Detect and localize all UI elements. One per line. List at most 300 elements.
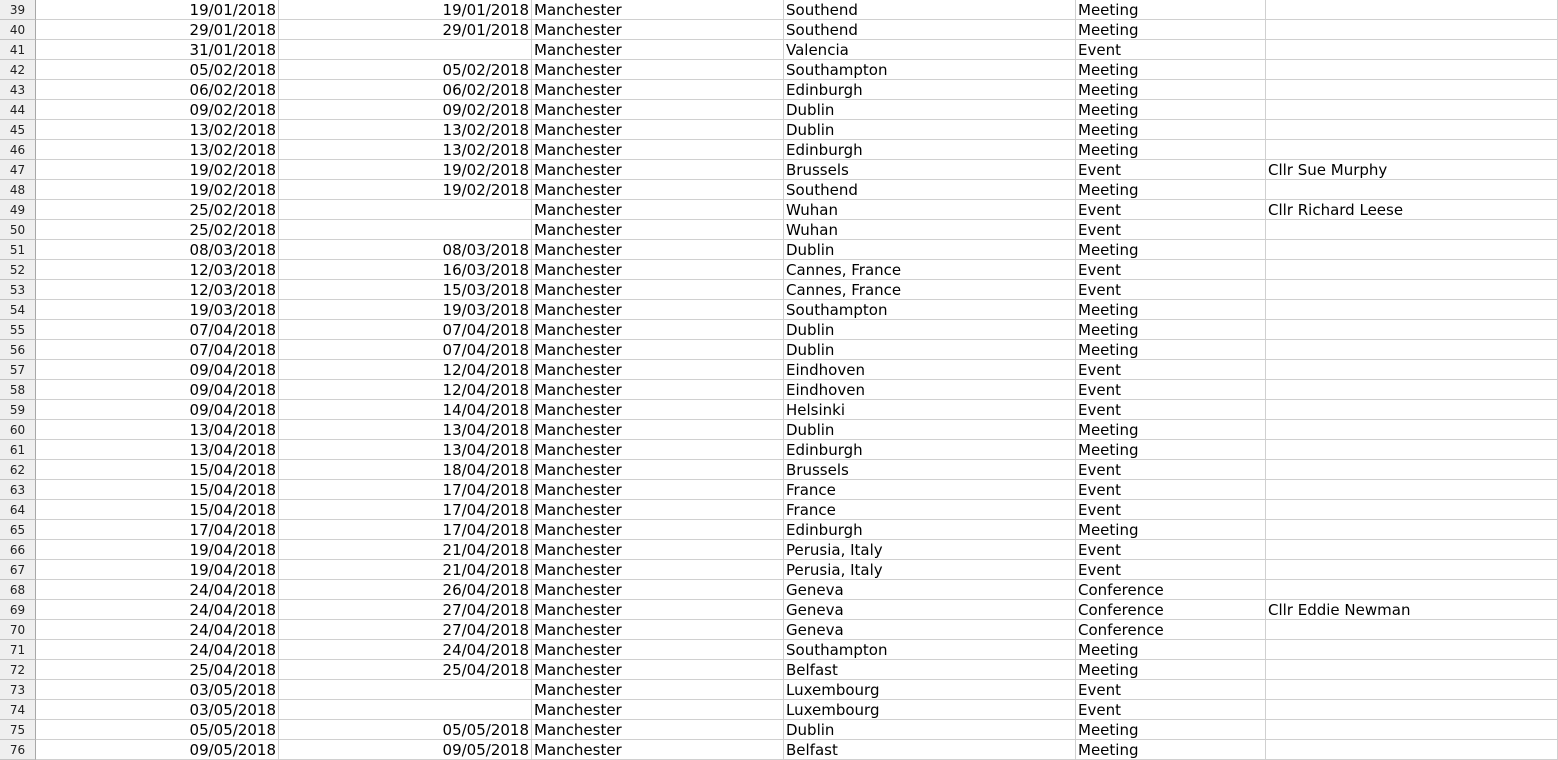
cell-origin[interactable]: Manchester bbox=[532, 20, 784, 40]
cell-origin[interactable]: Manchester bbox=[532, 200, 784, 220]
cell-end-date[interactable]: 15/03/2018 bbox=[279, 280, 532, 300]
cell-start-date[interactable]: 03/05/2018 bbox=[36, 700, 279, 720]
cell-start-date[interactable]: 08/03/2018 bbox=[36, 240, 279, 260]
cell-destination[interactable]: Cannes, France bbox=[784, 260, 1076, 280]
cell-end-date[interactable]: 21/04/2018 bbox=[279, 540, 532, 560]
cell-attendee[interactable] bbox=[1266, 620, 1558, 640]
row-header[interactable]: 46 bbox=[0, 140, 36, 160]
cell-destination[interactable]: Luxembourg bbox=[784, 700, 1076, 720]
cell-destination[interactable]: Valencia bbox=[784, 40, 1076, 60]
cell-type[interactable]: Event bbox=[1076, 260, 1266, 280]
cell-origin[interactable]: Manchester bbox=[532, 600, 784, 620]
cell-end-date[interactable]: 29/01/2018 bbox=[279, 20, 532, 40]
row-header[interactable]: 71 bbox=[0, 640, 36, 660]
cell-attendee[interactable] bbox=[1266, 660, 1558, 680]
cell-start-date[interactable]: 25/04/2018 bbox=[36, 660, 279, 680]
row-header[interactable]: 45 bbox=[0, 120, 36, 140]
cell-end-date[interactable]: 07/04/2018 bbox=[279, 320, 532, 340]
row-header[interactable]: 75 bbox=[0, 720, 36, 740]
cell-end-date[interactable]: 24/04/2018 bbox=[279, 640, 532, 660]
cell-attendee[interactable] bbox=[1266, 100, 1558, 120]
row-header[interactable]: 47 bbox=[0, 160, 36, 180]
cell-destination[interactable]: Belfast bbox=[784, 740, 1076, 760]
cell-origin[interactable]: Manchester bbox=[532, 480, 784, 500]
cell-start-date[interactable]: 05/02/2018 bbox=[36, 60, 279, 80]
cell-origin[interactable]: Manchester bbox=[532, 660, 784, 680]
row-header[interactable]: 60 bbox=[0, 420, 36, 440]
table-row[interactable] bbox=[0, 100, 1558, 120]
cell-end-date[interactable]: 13/02/2018 bbox=[279, 140, 532, 160]
cell-origin[interactable]: Manchester bbox=[532, 40, 784, 60]
cell-attendee[interactable] bbox=[1266, 420, 1558, 440]
cell-origin[interactable]: Manchester bbox=[532, 580, 784, 600]
cell-end-date[interactable] bbox=[279, 680, 532, 700]
cell-destination[interactable]: Belfast bbox=[784, 660, 1076, 680]
table-row[interactable] bbox=[0, 220, 1558, 240]
cell-start-date[interactable]: 03/05/2018 bbox=[36, 680, 279, 700]
cell-end-date[interactable]: 19/01/2018 bbox=[279, 0, 532, 20]
cell-start-date[interactable]: 19/02/2018 bbox=[36, 160, 279, 180]
table-row[interactable] bbox=[0, 500, 1558, 520]
cell-destination[interactable]: Helsinki bbox=[784, 400, 1076, 420]
cell-type[interactable]: Event bbox=[1076, 220, 1266, 240]
cell-origin[interactable]: Manchester bbox=[532, 300, 784, 320]
cell-destination[interactable]: Dublin bbox=[784, 420, 1076, 440]
cell-attendee[interactable] bbox=[1266, 680, 1558, 700]
cell-origin[interactable]: Manchester bbox=[532, 740, 784, 760]
cell-start-date[interactable]: 24/04/2018 bbox=[36, 640, 279, 660]
cell-attendee[interactable] bbox=[1266, 0, 1558, 20]
cell-origin[interactable]: Manchester bbox=[532, 240, 784, 260]
cell-start-date[interactable]: 24/04/2018 bbox=[36, 620, 279, 640]
row-header[interactable]: 61 bbox=[0, 440, 36, 460]
cell-start-date[interactable]: 13/02/2018 bbox=[36, 140, 279, 160]
cell-origin[interactable]: Manchester bbox=[532, 500, 784, 520]
cell-origin[interactable]: Manchester bbox=[532, 280, 784, 300]
cell-end-date[interactable]: 09/02/2018 bbox=[279, 100, 532, 120]
cell-origin[interactable]: Manchester bbox=[532, 100, 784, 120]
cell-type[interactable]: Meeting bbox=[1076, 180, 1266, 200]
cell-end-date[interactable] bbox=[279, 700, 532, 720]
cell-origin[interactable]: Manchester bbox=[532, 0, 784, 20]
cell-start-date[interactable]: 19/03/2018 bbox=[36, 300, 279, 320]
cell-origin[interactable]: Manchester bbox=[532, 120, 784, 140]
cell-type[interactable]: Event bbox=[1076, 40, 1266, 60]
cell-end-date[interactable]: 12/04/2018 bbox=[279, 360, 532, 380]
cell-attendee[interactable]: Cllr Sue Murphy bbox=[1266, 160, 1558, 180]
cell-destination[interactable]: Southampton bbox=[784, 640, 1076, 660]
cell-type[interactable]: Meeting bbox=[1076, 660, 1266, 680]
cell-type[interactable]: Event bbox=[1076, 480, 1266, 500]
table-row[interactable] bbox=[0, 140, 1558, 160]
cell-type[interactable]: Meeting bbox=[1076, 640, 1266, 660]
cell-attendee[interactable] bbox=[1266, 580, 1558, 600]
cell-destination[interactable]: Perusia, Italy bbox=[784, 540, 1076, 560]
table-row[interactable] bbox=[0, 400, 1558, 420]
table-row[interactable] bbox=[0, 660, 1558, 680]
cell-type[interactable]: Event bbox=[1076, 700, 1266, 720]
row-header[interactable]: 66 bbox=[0, 540, 36, 560]
table-row[interactable] bbox=[0, 240, 1558, 260]
row-header[interactable]: 42 bbox=[0, 60, 36, 80]
cell-attendee[interactable]: Cllr Richard Leese bbox=[1266, 200, 1558, 220]
cell-type[interactable]: Event bbox=[1076, 380, 1266, 400]
cell-type[interactable]: Event bbox=[1076, 460, 1266, 480]
cell-type[interactable]: Meeting bbox=[1076, 300, 1266, 320]
cell-origin[interactable]: Manchester bbox=[532, 320, 784, 340]
row-header[interactable]: 73 bbox=[0, 680, 36, 700]
cell-destination[interactable]: Perusia, Italy bbox=[784, 560, 1076, 580]
cell-origin[interactable]: Manchester bbox=[532, 380, 784, 400]
cell-start-date[interactable]: 05/05/2018 bbox=[36, 720, 279, 740]
cell-end-date[interactable]: 08/03/2018 bbox=[279, 240, 532, 260]
table-row[interactable] bbox=[0, 460, 1558, 480]
cell-start-date[interactable]: 13/02/2018 bbox=[36, 120, 279, 140]
cell-type[interactable]: Meeting bbox=[1076, 340, 1266, 360]
cell-end-date[interactable]: 27/04/2018 bbox=[279, 600, 532, 620]
cell-destination[interactable]: Luxembourg bbox=[784, 680, 1076, 700]
row-header[interactable]: 48 bbox=[0, 180, 36, 200]
cell-destination[interactable]: Wuhan bbox=[784, 220, 1076, 240]
cell-attendee[interactable] bbox=[1266, 480, 1558, 500]
cell-end-date[interactable]: 14/04/2018 bbox=[279, 400, 532, 420]
row-header[interactable]: 43 bbox=[0, 80, 36, 100]
table-row[interactable] bbox=[0, 20, 1558, 40]
table-row[interactable] bbox=[0, 740, 1558, 760]
cell-origin[interactable]: Manchester bbox=[532, 80, 784, 100]
table-row[interactable] bbox=[0, 580, 1558, 600]
table-row[interactable] bbox=[0, 360, 1558, 380]
cell-origin[interactable]: Manchester bbox=[532, 620, 784, 640]
cell-end-date[interactable]: 13/04/2018 bbox=[279, 440, 532, 460]
row-header[interactable]: 64 bbox=[0, 500, 36, 520]
cell-attendee[interactable] bbox=[1266, 40, 1558, 60]
cell-destination[interactable]: France bbox=[784, 500, 1076, 520]
row-header[interactable]: 40 bbox=[0, 20, 36, 40]
cell-type[interactable]: Meeting bbox=[1076, 240, 1266, 260]
row-header[interactable]: 56 bbox=[0, 340, 36, 360]
cell-type[interactable]: Meeting bbox=[1076, 0, 1266, 20]
cell-destination[interactable]: Dublin bbox=[784, 320, 1076, 340]
cell-start-date[interactable]: 19/02/2018 bbox=[36, 180, 279, 200]
table-row[interactable] bbox=[0, 340, 1558, 360]
row-header[interactable]: 70 bbox=[0, 620, 36, 640]
row-header[interactable]: 76 bbox=[0, 740, 36, 760]
row-header[interactable]: 62 bbox=[0, 460, 36, 480]
cell-destination[interactable]: Southend bbox=[784, 0, 1076, 20]
table-row[interactable] bbox=[0, 120, 1558, 140]
cell-end-date[interactable]: 19/03/2018 bbox=[279, 300, 532, 320]
cell-type[interactable]: Meeting bbox=[1076, 420, 1266, 440]
cell-end-date[interactable]: 17/04/2018 bbox=[279, 500, 532, 520]
cell-type[interactable]: Conference bbox=[1076, 600, 1266, 620]
cell-destination[interactable]: Southend bbox=[784, 180, 1076, 200]
table-row[interactable] bbox=[0, 40, 1558, 60]
cell-start-date[interactable]: 13/04/2018 bbox=[36, 440, 279, 460]
cell-end-date[interactable]: 09/05/2018 bbox=[279, 740, 532, 760]
cell-end-date[interactable]: 18/04/2018 bbox=[279, 460, 532, 480]
cell-type[interactable]: Event bbox=[1076, 160, 1266, 180]
cell-attendee[interactable] bbox=[1266, 560, 1558, 580]
cell-start-date[interactable]: 09/04/2018 bbox=[36, 360, 279, 380]
cell-attendee[interactable] bbox=[1266, 500, 1558, 520]
cell-attendee[interactable] bbox=[1266, 140, 1558, 160]
cell-destination[interactable]: Edinburgh bbox=[784, 140, 1076, 160]
table-row[interactable] bbox=[0, 80, 1558, 100]
table-row[interactable] bbox=[0, 300, 1558, 320]
cell-type[interactable]: Meeting bbox=[1076, 140, 1266, 160]
row-header[interactable]: 53 bbox=[0, 280, 36, 300]
cell-destination[interactable]: Eindhoven bbox=[784, 360, 1076, 380]
cell-destination[interactable]: Southampton bbox=[784, 300, 1076, 320]
cell-start-date[interactable]: 13/04/2018 bbox=[36, 420, 279, 440]
cell-start-date[interactable]: 15/04/2018 bbox=[36, 480, 279, 500]
cell-origin[interactable]: Manchester bbox=[532, 440, 784, 460]
table-row[interactable] bbox=[0, 440, 1558, 460]
cell-origin[interactable]: Manchester bbox=[532, 560, 784, 580]
cell-end-date[interactable]: 16/03/2018 bbox=[279, 260, 532, 280]
cell-attendee[interactable] bbox=[1266, 460, 1558, 480]
cell-attendee[interactable] bbox=[1266, 440, 1558, 460]
row-header[interactable]: 54 bbox=[0, 300, 36, 320]
row-header[interactable]: 39 bbox=[0, 0, 36, 20]
row-header[interactable]: 58 bbox=[0, 380, 36, 400]
cell-type[interactable]: Event bbox=[1076, 680, 1266, 700]
cell-attendee[interactable] bbox=[1266, 740, 1558, 760]
table-row[interactable] bbox=[0, 380, 1558, 400]
cell-attendee[interactable] bbox=[1266, 520, 1558, 540]
cell-end-date[interactable] bbox=[279, 40, 532, 60]
cell-type[interactable]: Meeting bbox=[1076, 440, 1266, 460]
cell-end-date[interactable]: 06/02/2018 bbox=[279, 80, 532, 100]
cell-start-date[interactable]: 19/01/2018 bbox=[36, 0, 279, 20]
cell-type[interactable]: Meeting bbox=[1076, 120, 1266, 140]
cell-start-date[interactable]: 12/03/2018 bbox=[36, 260, 279, 280]
cell-attendee[interactable] bbox=[1266, 300, 1558, 320]
cell-start-date[interactable]: 09/05/2018 bbox=[36, 740, 279, 760]
cell-attendee[interactable] bbox=[1266, 180, 1558, 200]
cell-end-date[interactable]: 13/02/2018 bbox=[279, 120, 532, 140]
table-row[interactable] bbox=[0, 540, 1558, 560]
cell-attendee[interactable] bbox=[1266, 720, 1558, 740]
cell-destination[interactable]: Edinburgh bbox=[784, 440, 1076, 460]
table-row[interactable] bbox=[0, 700, 1558, 720]
cell-attendee[interactable] bbox=[1266, 280, 1558, 300]
cell-type[interactable]: Event bbox=[1076, 360, 1266, 380]
cell-type[interactable]: Event bbox=[1076, 200, 1266, 220]
cell-type[interactable]: Meeting bbox=[1076, 20, 1266, 40]
cell-start-date[interactable]: 29/01/2018 bbox=[36, 20, 279, 40]
cell-start-date[interactable]: 17/04/2018 bbox=[36, 520, 279, 540]
cell-start-date[interactable]: 07/04/2018 bbox=[36, 320, 279, 340]
cell-destination[interactable]: Cannes, France bbox=[784, 280, 1076, 300]
table-row[interactable] bbox=[0, 160, 1558, 180]
cell-destination[interactable]: Edinburgh bbox=[784, 80, 1076, 100]
cell-type[interactable]: Event bbox=[1076, 280, 1266, 300]
cell-end-date[interactable]: 19/02/2018 bbox=[279, 180, 532, 200]
row-header[interactable]: 67 bbox=[0, 560, 36, 580]
cell-origin[interactable]: Manchester bbox=[532, 720, 784, 740]
cell-start-date[interactable]: 07/04/2018 bbox=[36, 340, 279, 360]
cell-start-date[interactable]: 25/02/2018 bbox=[36, 220, 279, 240]
row-header[interactable]: 74 bbox=[0, 700, 36, 720]
cell-destination[interactable]: Dublin bbox=[784, 120, 1076, 140]
table-row[interactable] bbox=[0, 0, 1558, 20]
row-header[interactable]: 63 bbox=[0, 480, 36, 500]
cell-start-date[interactable]: 24/04/2018 bbox=[36, 600, 279, 620]
cell-end-date[interactable]: 21/04/2018 bbox=[279, 560, 532, 580]
cell-origin[interactable]: Manchester bbox=[532, 420, 784, 440]
table-row[interactable] bbox=[0, 200, 1558, 220]
row-header[interactable]: 51 bbox=[0, 240, 36, 260]
cell-attendee[interactable] bbox=[1266, 540, 1558, 560]
cell-end-date[interactable]: 19/02/2018 bbox=[279, 160, 532, 180]
row-header[interactable]: 41 bbox=[0, 40, 36, 60]
cell-destination[interactable]: Brussels bbox=[784, 460, 1076, 480]
table-row[interactable] bbox=[0, 180, 1558, 200]
row-header[interactable]: 69 bbox=[0, 600, 36, 620]
cell-attendee[interactable] bbox=[1266, 80, 1558, 100]
cell-origin[interactable]: Manchester bbox=[532, 400, 784, 420]
table-row[interactable] bbox=[0, 320, 1558, 340]
cell-destination[interactable]: Southend bbox=[784, 20, 1076, 40]
cell-end-date[interactable]: 17/04/2018 bbox=[279, 480, 532, 500]
cell-destination[interactable]: Geneva bbox=[784, 580, 1076, 600]
cell-destination[interactable]: Edinburgh bbox=[784, 520, 1076, 540]
cell-destination[interactable]: Wuhan bbox=[784, 200, 1076, 220]
row-header[interactable]: 65 bbox=[0, 520, 36, 540]
cell-end-date[interactable]: 17/04/2018 bbox=[279, 520, 532, 540]
cell-attendee[interactable] bbox=[1266, 380, 1558, 400]
table-row[interactable] bbox=[0, 620, 1558, 640]
row-header[interactable]: 59 bbox=[0, 400, 36, 420]
cell-type[interactable]: Meeting bbox=[1076, 740, 1266, 760]
cell-origin[interactable]: Manchester bbox=[532, 260, 784, 280]
cell-origin[interactable]: Manchester bbox=[532, 180, 784, 200]
cell-attendee[interactable] bbox=[1266, 240, 1558, 260]
cell-attendee[interactable] bbox=[1266, 120, 1558, 140]
row-header[interactable]: 52 bbox=[0, 260, 36, 280]
row-header[interactable]: 50 bbox=[0, 220, 36, 240]
table-row[interactable] bbox=[0, 680, 1558, 700]
cell-start-date[interactable]: 19/04/2018 bbox=[36, 540, 279, 560]
cell-start-date[interactable]: 19/04/2018 bbox=[36, 560, 279, 580]
cell-end-date[interactable]: 25/04/2018 bbox=[279, 660, 532, 680]
cell-end-date[interactable]: 12/04/2018 bbox=[279, 380, 532, 400]
cell-destination[interactable]: Eindhoven bbox=[784, 380, 1076, 400]
row-header[interactable]: 55 bbox=[0, 320, 36, 340]
table-row[interactable] bbox=[0, 60, 1558, 80]
cell-type[interactable]: Meeting bbox=[1076, 720, 1266, 740]
cell-origin[interactable]: Manchester bbox=[532, 680, 784, 700]
table-row[interactable] bbox=[0, 260, 1558, 280]
cell-origin[interactable]: Manchester bbox=[532, 700, 784, 720]
row-header[interactable]: 49 bbox=[0, 200, 36, 220]
cell-end-date[interactable]: 27/04/2018 bbox=[279, 620, 532, 640]
cell-origin[interactable]: Manchester bbox=[532, 340, 784, 360]
cell-attendee[interactable] bbox=[1266, 400, 1558, 420]
cell-destination[interactable]: Geneva bbox=[784, 620, 1076, 640]
cell-type[interactable]: Meeting bbox=[1076, 80, 1266, 100]
cell-end-date[interactable]: 05/05/2018 bbox=[279, 720, 532, 740]
row-header[interactable]: 72 bbox=[0, 660, 36, 680]
table-row[interactable] bbox=[0, 720, 1558, 740]
cell-end-date[interactable]: 13/04/2018 bbox=[279, 420, 532, 440]
cell-origin[interactable]: Manchester bbox=[532, 160, 784, 180]
cell-start-date[interactable]: 09/02/2018 bbox=[36, 100, 279, 120]
cell-destination[interactable]: Dublin bbox=[784, 720, 1076, 740]
cell-type[interactable]: Meeting bbox=[1076, 520, 1266, 540]
cell-destination[interactable]: Dublin bbox=[784, 240, 1076, 260]
table-row[interactable] bbox=[0, 480, 1558, 500]
cell-attendee[interactable] bbox=[1266, 640, 1558, 660]
cell-destination[interactable]: France bbox=[784, 480, 1076, 500]
cell-end-date[interactable]: 05/02/2018 bbox=[279, 60, 532, 80]
cell-origin[interactable]: Manchester bbox=[532, 640, 784, 660]
cell-type[interactable]: Event bbox=[1076, 500, 1266, 520]
cell-type[interactable]: Conference bbox=[1076, 620, 1266, 640]
cell-start-date[interactable]: 12/03/2018 bbox=[36, 280, 279, 300]
row-header[interactable]: 57 bbox=[0, 360, 36, 380]
cell-type[interactable]: Conference bbox=[1076, 580, 1266, 600]
cell-type[interactable]: Event bbox=[1076, 540, 1266, 560]
table-row[interactable] bbox=[0, 280, 1558, 300]
cell-attendee[interactable] bbox=[1266, 320, 1558, 340]
cell-attendee[interactable] bbox=[1266, 360, 1558, 380]
cell-origin[interactable]: Manchester bbox=[532, 140, 784, 160]
cell-origin[interactable]: Manchester bbox=[532, 460, 784, 480]
cell-origin[interactable]: Manchester bbox=[532, 360, 784, 380]
cell-start-date[interactable]: 31/01/2018 bbox=[36, 40, 279, 60]
cell-type[interactable]: Meeting bbox=[1076, 320, 1266, 340]
cell-origin[interactable]: Manchester bbox=[532, 540, 784, 560]
cell-destination[interactable]: Brussels bbox=[784, 160, 1076, 180]
cell-end-date[interactable]: 26/04/2018 bbox=[279, 580, 532, 600]
cell-type[interactable]: Event bbox=[1076, 400, 1266, 420]
row-header[interactable]: 68 bbox=[0, 580, 36, 600]
cell-destination[interactable]: Dublin bbox=[784, 340, 1076, 360]
cell-attendee[interactable] bbox=[1266, 220, 1558, 240]
cell-end-date[interactable] bbox=[279, 220, 532, 240]
cell-start-date[interactable]: 25/02/2018 bbox=[36, 200, 279, 220]
cell-start-date[interactable]: 06/02/2018 bbox=[36, 80, 279, 100]
cell-origin[interactable]: Manchester bbox=[532, 520, 784, 540]
cell-attendee[interactable] bbox=[1266, 700, 1558, 720]
cell-start-date[interactable]: 24/04/2018 bbox=[36, 580, 279, 600]
cell-start-date[interactable]: 15/04/2018 bbox=[36, 500, 279, 520]
table-row[interactable] bbox=[0, 640, 1558, 660]
cell-destination[interactable]: Geneva bbox=[784, 600, 1076, 620]
cell-attendee[interactable]: Cllr Eddie Newman bbox=[1266, 600, 1558, 620]
cell-end-date[interactable] bbox=[279, 200, 532, 220]
cell-type[interactable]: Meeting bbox=[1076, 60, 1266, 80]
cell-attendee[interactable] bbox=[1266, 20, 1558, 40]
cell-origin[interactable]: Manchester bbox=[532, 60, 784, 80]
cell-start-date[interactable]: 09/04/2018 bbox=[36, 400, 279, 420]
cell-start-date[interactable]: 15/04/2018 bbox=[36, 460, 279, 480]
table-row[interactable] bbox=[0, 560, 1558, 580]
cell-origin[interactable]: Manchester bbox=[532, 220, 784, 240]
table-row[interactable] bbox=[0, 520, 1558, 540]
table-row[interactable] bbox=[0, 600, 1558, 620]
cell-destination[interactable]: Dublin bbox=[784, 100, 1076, 120]
cell-destination[interactable]: Southampton bbox=[784, 60, 1076, 80]
table-row[interactable] bbox=[0, 420, 1558, 440]
cell-type[interactable]: Meeting bbox=[1076, 100, 1266, 120]
cell-end-date[interactable]: 07/04/2018 bbox=[279, 340, 532, 360]
row-header[interactable]: 44 bbox=[0, 100, 36, 120]
cell-attendee[interactable] bbox=[1266, 60, 1558, 80]
